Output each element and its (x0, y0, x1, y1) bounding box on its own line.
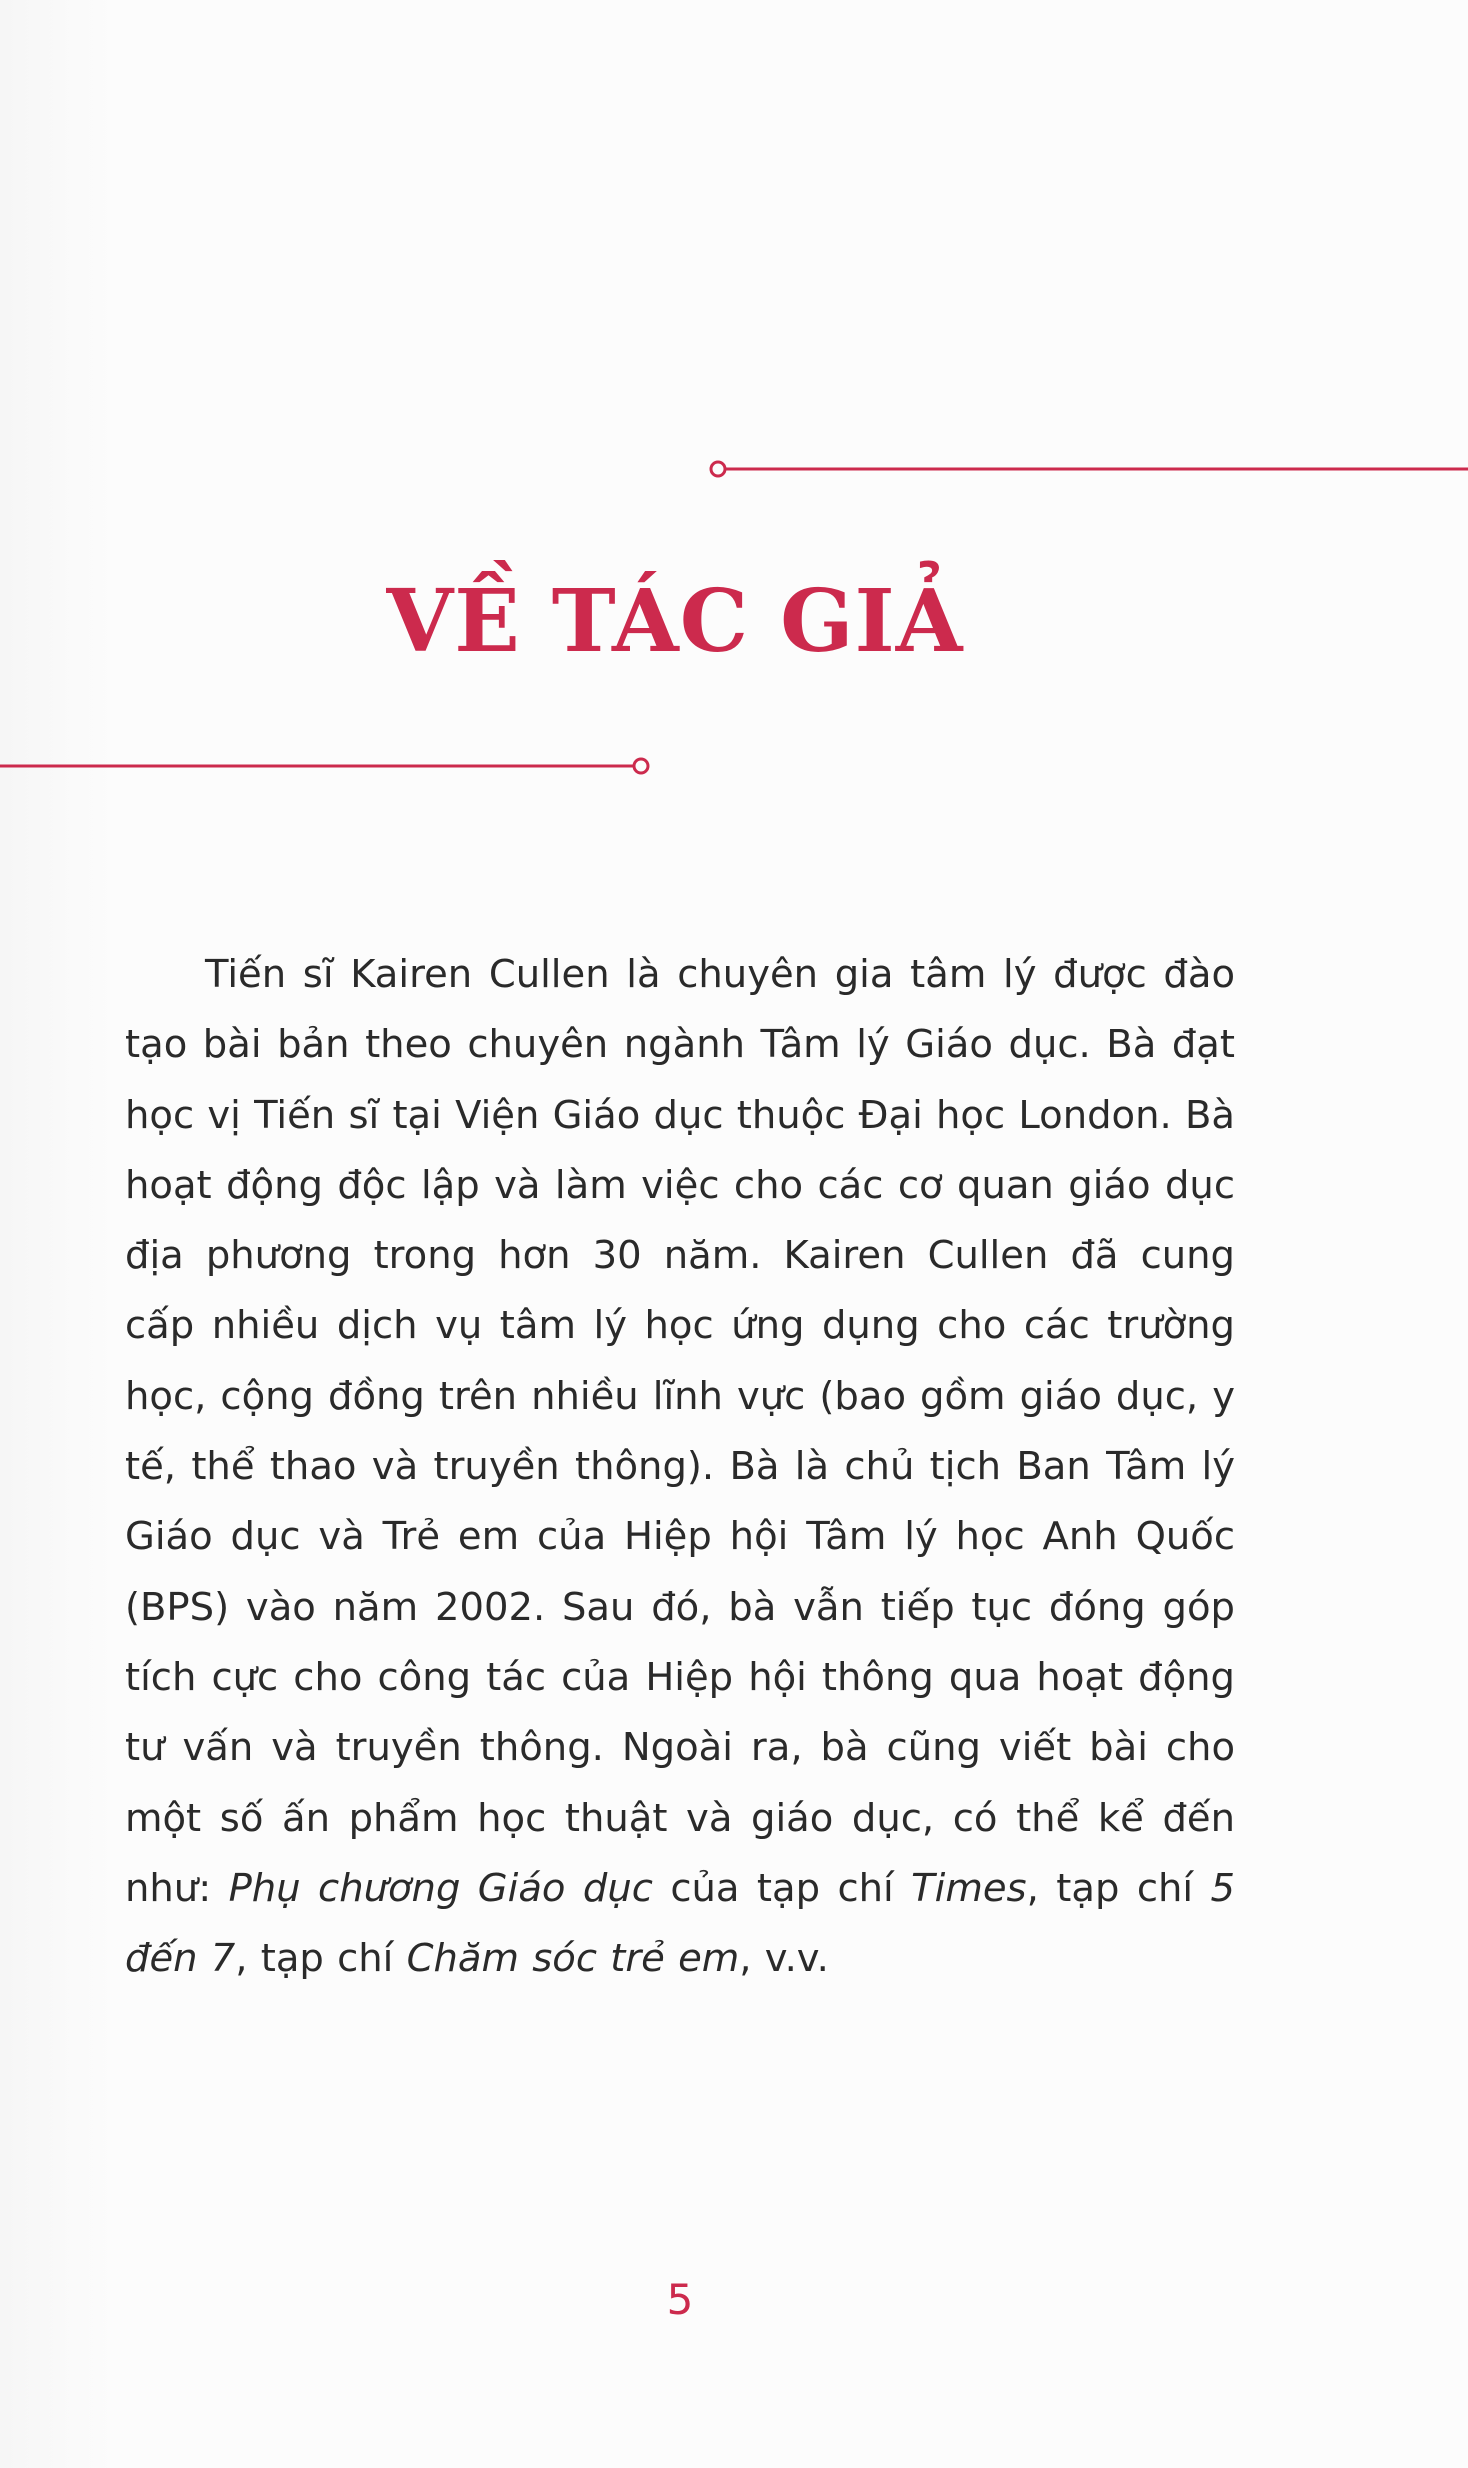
bio-text-part-2: của tạp chí (652, 1865, 912, 1911)
top-decorative-rule (710, 467, 1468, 470)
bottom-rule-circle (634, 759, 648, 773)
bio-italic-publication-3: 5 đến 7 (125, 1865, 1236, 1982)
bio-text-part-1: Tiến sĩ Kairen Cullen là chuyên gia tâm lý được đào tạo bài bản theo chuyên ngành Tâm lý Giáo dục. Bà đạt học vị Tiến sĩ tại Viện Giáo dục thuộc Đại học London. Bà hoạt động độc lập và làm việc cho các cơ quan giáo dục địa phương trong hơn 30 năm. Kairen Cullen đã cung cấp nhiều dịch vụ tâm lý học ứng dụng cho các trường học, cộng đồng trên nhiều lĩnh vực (bao gồm giáo dục, y tế, thể thao và truyền thông). Bà là chủ tịch Ban Tâm lý Giáo dục và Trẻ em của Hiệp hội Tâm lý học Anh Quốc (BPS) vào năm 2002. Sau đó, bà vẫn tiếp tục đóng góp tích cực cho công tác của Hiệp hội thông qua hoạt động tư vấn và truyền thông. Ngoài ra, bà cũng viết bài cho một số ấn phẩm học thuật và giáo dục, có thể kể đến như: (125, 952, 1235, 1911)
page-title: VỀ TÁC GIẢ (386, 571, 964, 672)
top-rule-graphic (710, 459, 1468, 479)
bottom-rule-graphic (0, 756, 650, 776)
top-rule-circle (711, 462, 725, 476)
bio-text-part-3: , tạp chí (1026, 1865, 1211, 1911)
page-number: 5 (666, 2275, 694, 2324)
bio-italic-publication-4: Chăm sóc trẻ em (406, 1936, 740, 1982)
author-bio-paragraph (125, 940, 1235, 1994)
bio-italic-publication-2: Times (911, 1865, 1027, 1911)
bio-text-part-5: , v.v. (739, 1936, 829, 1982)
bottom-decorative-rule (0, 764, 650, 767)
bio-text-part-4: , tạp chí (235, 1936, 407, 1982)
bio-italic-publication-1: Phụ chương Giáo dục (228, 1865, 653, 1911)
